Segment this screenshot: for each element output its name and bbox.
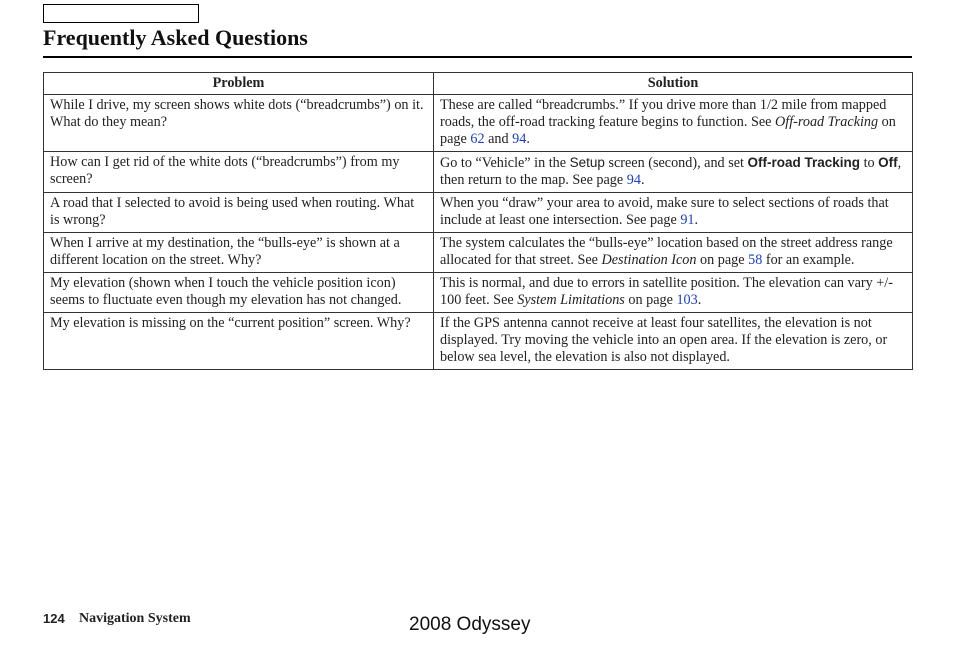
solution-column-header: Solution — [434, 73, 913, 95]
problem-cell: While I drive, my screen shows white dots (“breadcrumbs”) on it. What do they mean? — [44, 95, 434, 152]
problem-cell: A road that I selected to avoid is being used when routing. What is wrong? — [44, 193, 434, 233]
solution-cell: This is normal, and due to errors in satellite position. The elevation can vary +/- 100 feet. See System Limitations on page 103. — [434, 273, 913, 313]
solution-cell: If the GPS antenna cannot receive at least four satellites, the elevation is not displayed. Try moving the vehicle into an open area. If the elevation is zero, or below sea level, the elevation is also not displayed. — [434, 313, 913, 370]
page-link[interactable]: 103 — [676, 292, 698, 308]
problem-column-header: Problem — [44, 73, 434, 95]
ui-setting-term: Off-road Tracking — [747, 155, 861, 170]
footer-model-label: 2008 Odyssey — [409, 614, 531, 635]
table-row — [44, 152, 913, 193]
page-link[interactable]: 62 — [470, 131, 485, 147]
page-link[interactable]: 94 — [512, 131, 527, 147]
problem-cell: When I arrive at my destination, the “bulls-eye” is shown at a different location on the street. Why? — [44, 233, 434, 273]
problem-cell: My elevation is missing on the “current position” screen. Why? — [44, 313, 434, 370]
page-link[interactable]: 94 — [626, 172, 641, 188]
page-number: 124 — [43, 611, 65, 626]
section-tab-box — [43, 4, 199, 23]
table-row — [44, 193, 913, 233]
page-link[interactable]: 91 — [680, 212, 695, 228]
solution-cell: The system calculates the “bulls-eye” location based on the street address range allocated for that street. See Destination Icon on page 58 for an example. — [434, 233, 913, 273]
title-rule — [43, 56, 912, 58]
footer-section-label: Navigation System — [79, 611, 191, 626]
solution-cell: Go to “Vehicle” in the Setup screen (second), and set Off-road Tracking to Off, then return to the map. See page 94. — [434, 152, 913, 193]
table-row — [44, 233, 913, 273]
table-row — [44, 273, 913, 313]
table-header-row — [44, 73, 913, 95]
solution-cell: When you “draw” your area to avoid, make sure to select sections of roads that include at least one intersection. See page 91. — [434, 193, 913, 233]
table-row — [44, 313, 913, 370]
problem-cell: How can I get rid of the white dots (“breadcrumbs”) from my screen? — [44, 152, 434, 193]
problem-cell: My elevation (shown when I touch the vehicle position icon) seems to fluctuate even though my elevation has not changed. — [44, 273, 434, 313]
page-link[interactable]: 58 — [748, 252, 763, 268]
faq-table — [43, 72, 913, 370]
solution-cell: These are called “breadcrumbs.” If you drive more than 1/2 mile from mapped roads, the off-road tracking feature begins to function. See Off-road Tracking on page 62 and 94. — [434, 95, 913, 152]
ui-setting-term: Off — [878, 155, 898, 170]
ui-term: Setup — [569, 155, 605, 170]
page-title: Frequently Asked Questions — [43, 25, 308, 50]
table-row — [44, 95, 913, 152]
